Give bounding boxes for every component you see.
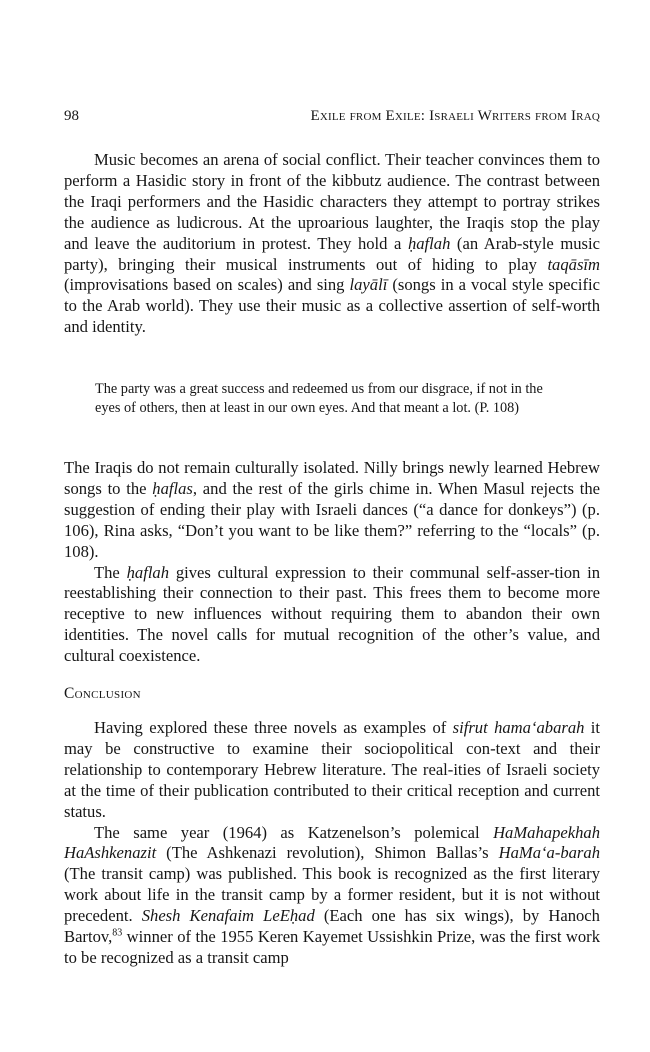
paragraph-haflah-expression: The ḥaflah gives cultural expression to their communal self-asser-tion in reestablishing their connection to their past. This frees them to become more receptive to new influences without requiring them to abandon their own identities. The novel calls for mutual recognition of the other’s value, and cultural coexistence.	[64, 562, 601, 666]
page-number: 98	[64, 108, 79, 124]
paragraph-conclusion: Having explored these three novels as examples of sifrut hama‘abarah it may be constructive to examine their sociopolitical con-text and their relationship to contemporary Hebrew literature. The real-ities of Israeli society at the time of their publication contributed to their critical reception and current status. The same year (1964) as Katzenelson’s polemical HaMahapekhah HaAshkenazit (The Ashkenazi revolution), Shimon Ballas’s HaMa‘a-barah (The transit camp) was published. This book is recognized as the first literary work about life in the transit camp by a former resident, but it is not without precedent. Shesh Kenafaim LeEḥad (Each one has six wings), by Hanoch Bartov,$^{83}$ winner of the 1955 Keren Kayemet Ussishkin Prize, was the first work to be recognized as a transit camp	[64, 718, 601, 967]
paragraph-music-conflict: Music becomes an arena of social conflict. Their teacher convinces them to perform a Hasidic story in front of the kibbutz audience. The contrast between the Iraqi performers and the Hasidic characters they attempt to portray strikes the audience as ludicrous. At the uproarious laughter, the Iraqis stop the play and leave the auditorium in protest. They hold a ḥaflah (an Arab-style music party), bringing their musical instruments out of hiding to play taqāsīm (improvisations based on scales) and sing layālī (songs in a vocal style specific to the Arab world). They use their music as a collective assertion of self-worth and identity.	[64, 150, 600, 337]
footnote-marker: 83	[112, 927, 123, 939]
paragraph-transit-camp: The same year (1964) as Katzenelson’s polemical HaMahapekhah HaAshkenazit (The Ashkenazi revolution), Shimon Ballas’s HaMa‘a-barah (The transit camp) was published. This book is recognized as the first literary work about life in the transit camp by a former resident, but it is not without precedent. Shesh Kenafaim LeEḥad (Each one has six wings), by Hanoch Bartov,$^{83}$ winner of the 1955 Keren Kayemet Ussishkin Prize, was the first work to be recognized as a transit camp	[64, 822, 600, 967]
block-quote	[95, 380, 565, 419]
running-head	[64, 106, 600, 126]
paragraph-cultural-isolation: The Iraqis do not remain culturally isolated. Nilly brings newly learned Hebrew songs to the ḥaflas, and the rest of the girls chime in. When Masul rejects the suggestion of ending their play with Israeli dances (“a dance for donkeys”) (p. 106), Rina asks, “Don’t you want to be like them?” referring to the “locals” (p. 108). The ḥaflah gives cultural expression to their communal self-asser-tion in reestablishing their connection to their past. This frees them to become more receptive to new influences without requiring them to abandon their own identities. The novel calls for mutual recognition of the other’s value, and cultural coexistence.	[64, 458, 601, 666]
section-heading-conclusion: Conclusion	[64, 685, 141, 702]
block-quote-text: The party was a great success and redeemed us from our disgrace, if not in the eyes of others, then at least in our own eyes. And that meant a lot. (P. 108)	[95, 381, 543, 417]
running-title: Exile from Exile: Israeli Writers from Iraq	[310, 108, 600, 124]
